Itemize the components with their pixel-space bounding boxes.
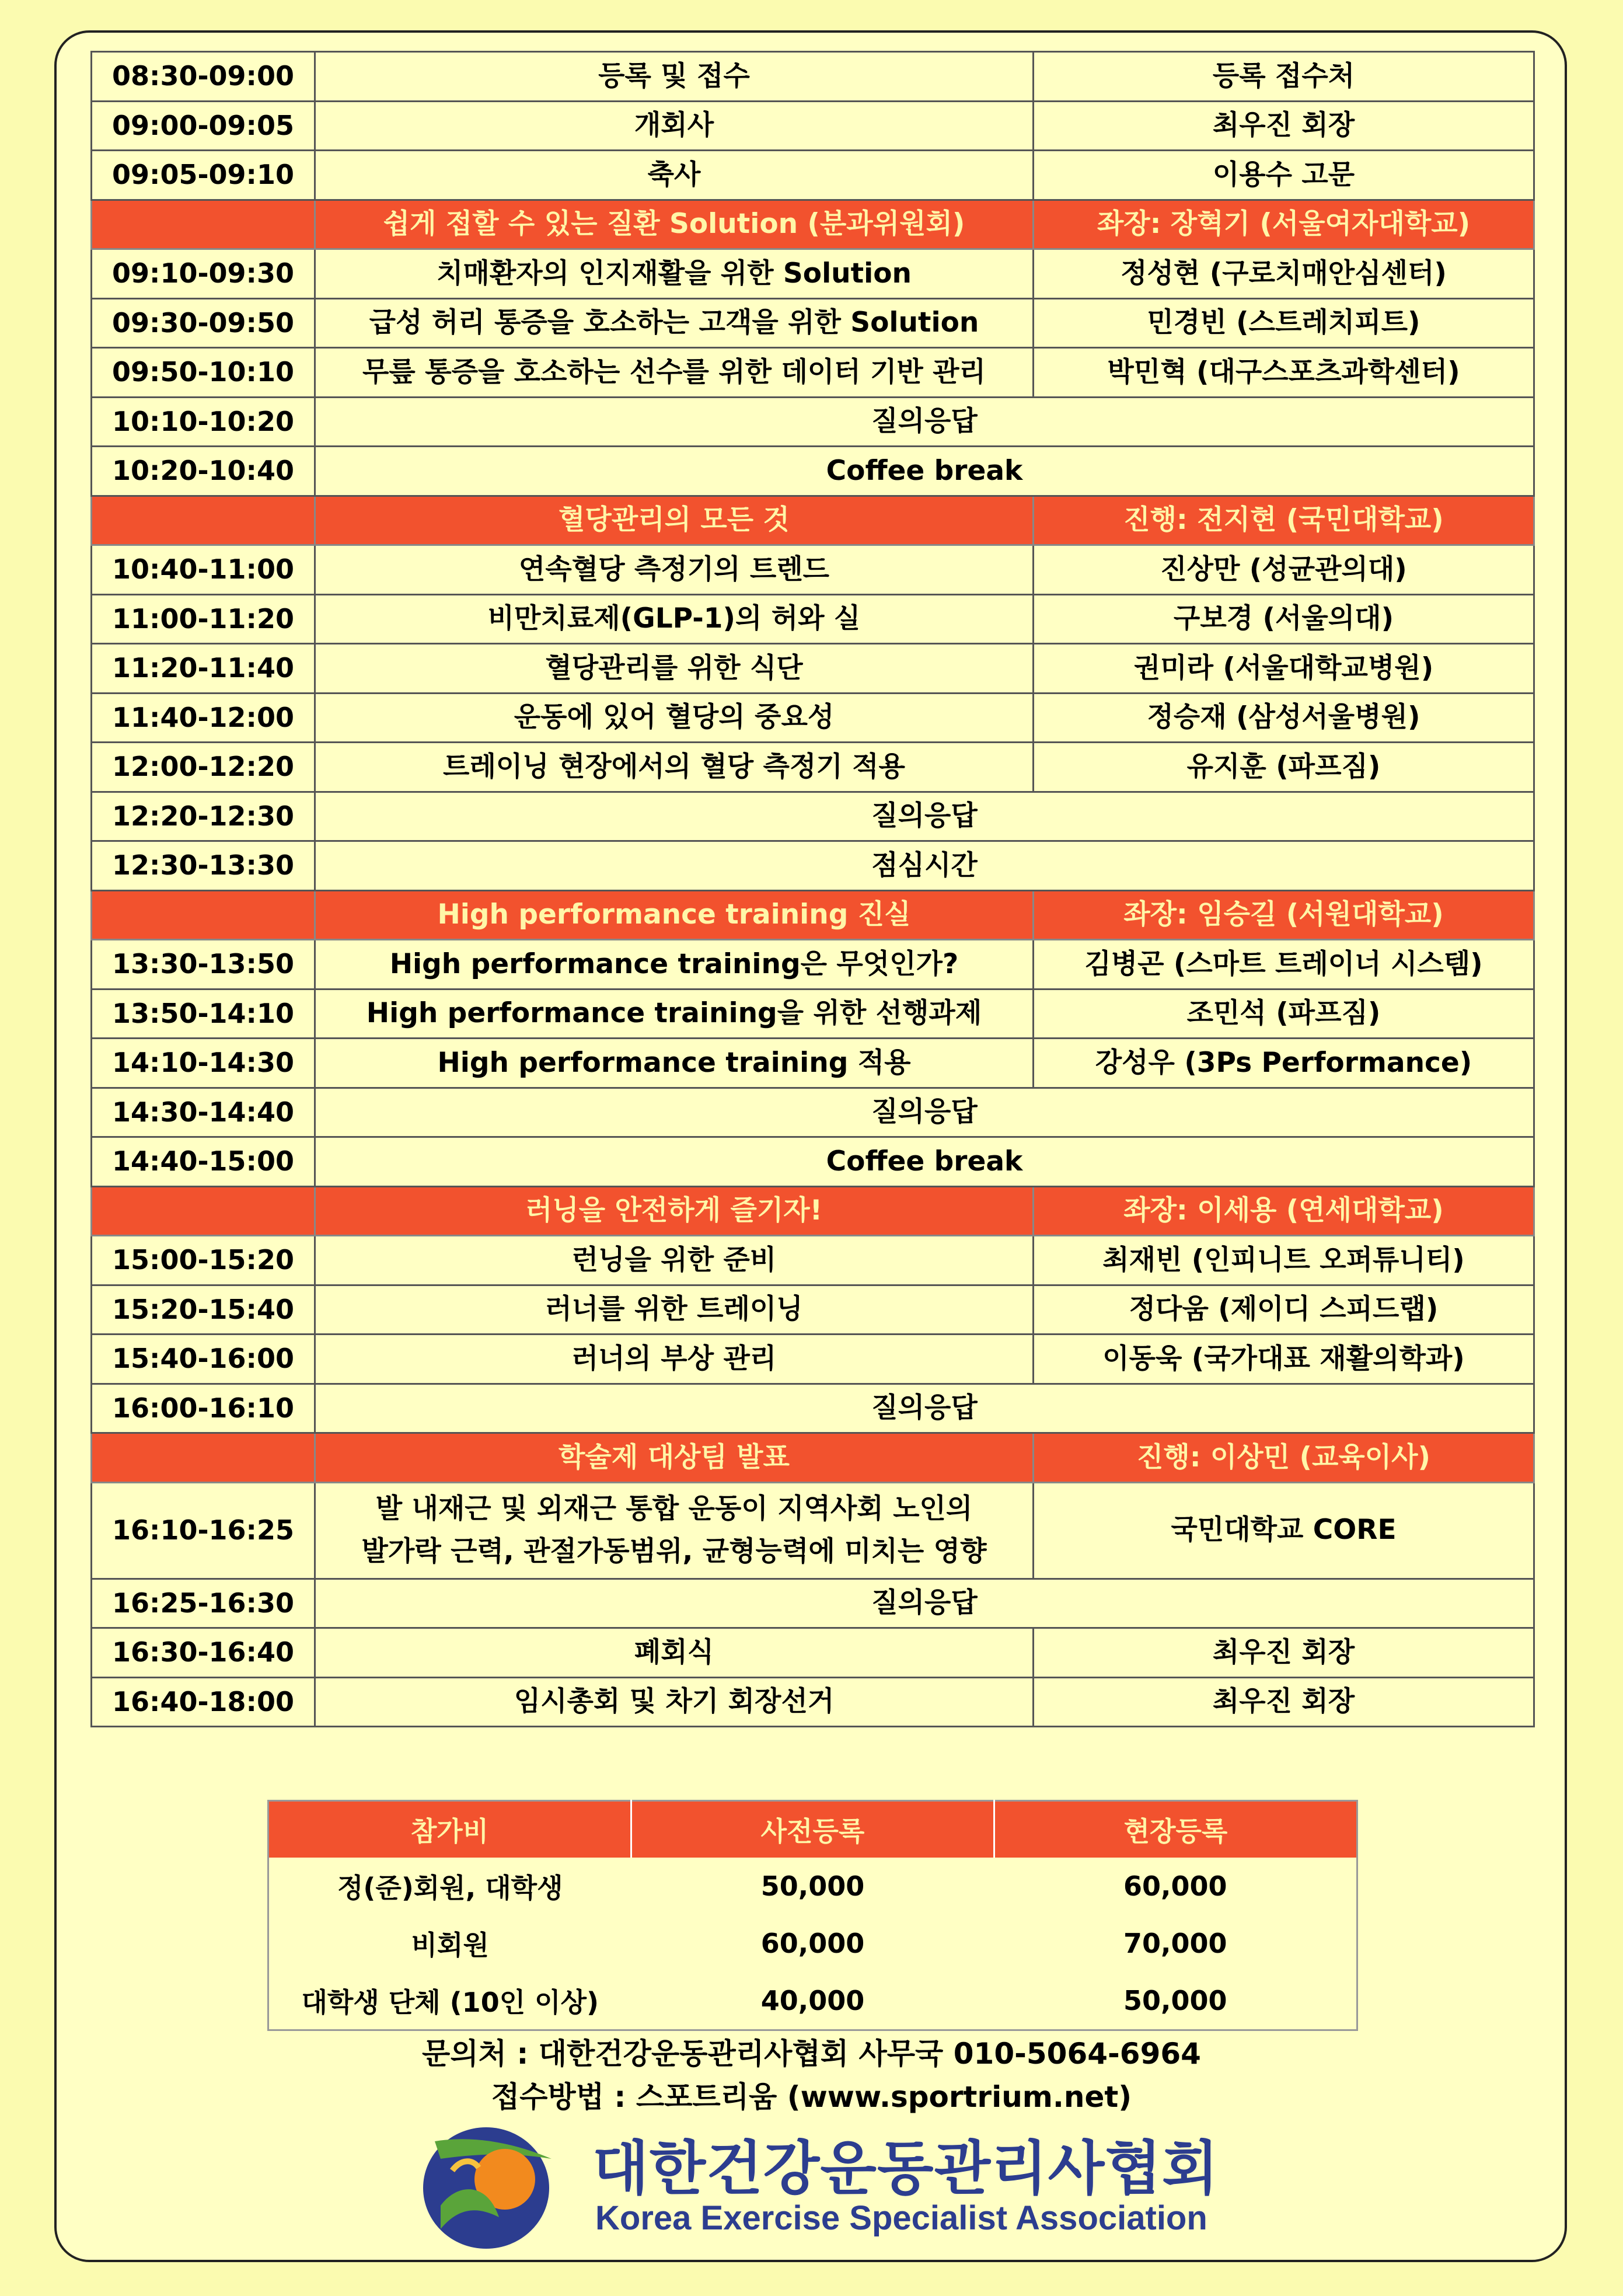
- schedule-time: 10:20-10:40: [92, 447, 315, 496]
- contact-inquiry: 문의처 : 대한건강운동관리사협회 사무국 010-5064-6964: [422, 2037, 1201, 2071]
- schedule-talk-title: 급성 허리 통증을 호소하는 고객을 위한 Solution: [315, 298, 1034, 348]
- fee-row: [268, 1915, 1357, 1972]
- schedule-talk-title: 치매환자의 인지재활을 위한 Solution: [315, 249, 1034, 299]
- schedule-row: [92, 1628, 1534, 1678]
- schedule-time: 11:00-11:20: [92, 594, 315, 644]
- logo-name-english: Korea Exercise Specialist Association: [595, 2199, 1207, 2237]
- schedule-time: 15:20-15:40: [92, 1285, 315, 1335]
- schedule-speaker: 이용수 고문: [1034, 151, 1534, 200]
- schedule-talk-title: 비만치료제(GLP-1)의 허와 실: [315, 594, 1034, 644]
- schedule-talk-title: 운동에 있어 혈당의 중요성: [315, 693, 1034, 743]
- session-time: [92, 496, 315, 545]
- schedule-row: [92, 743, 1534, 792]
- schedule-activity: 질의응답: [315, 1384, 1534, 1433]
- logo-name-korean: 대한건강운동관리사협회: [592, 2134, 1219, 2203]
- schedule-speaker: 구보경 (서울의대): [1034, 594, 1534, 644]
- contact-registration: 접수방법 : 스포트리움 (www.sportrium.net): [491, 2080, 1132, 2114]
- schedule-row: [92, 940, 1534, 990]
- schedule-row: [92, 447, 1534, 496]
- schedule-talk-title: 축사: [315, 151, 1034, 200]
- session-header-row: [92, 200, 1534, 249]
- fee-header-category: 참가비: [268, 1801, 631, 1858]
- session-title: 혈당관리의 모든 것: [315, 496, 1034, 545]
- schedule-time: 13:50-14:10: [92, 989, 315, 1039]
- schedule-talk-title: 연속혈당 측정기의 트렌드: [315, 545, 1034, 595]
- schedule-time: 12:00-12:20: [92, 743, 315, 792]
- schedule-row: [92, 52, 1534, 102]
- talk-title-line: 발 내재근 및 외재근 통합 운동이 지역사회 노인의: [375, 1492, 973, 1525]
- schedule-speaker: 유지훈 (파프짐): [1034, 743, 1534, 792]
- schedule-row: [92, 792, 1534, 841]
- schedule-row: [92, 1482, 1534, 1579]
- fee-table: [267, 1800, 1358, 2031]
- schedule-activity: 질의응답: [315, 397, 1534, 447]
- schedule-speaker: 정성현 (구로치매안심센터): [1034, 249, 1534, 299]
- schedule-talk-title: 러너를 위한 트레이닝: [315, 1285, 1034, 1335]
- schedule-talk-title: 런닝을 위한 준비: [315, 1236, 1034, 1285]
- schedule-time: 08:30-09:00: [92, 52, 315, 102]
- fee-header-onsite: 현장등록: [994, 1801, 1357, 1858]
- session-chair: 좌장: 임승길 (서원대학교): [1034, 890, 1534, 940]
- schedule-table: [90, 51, 1535, 1727]
- session-time: [92, 200, 315, 249]
- session-chair: 진행: 이상민 (교육이사): [1034, 1433, 1534, 1483]
- schedule-talk-title: 개회사: [315, 101, 1034, 151]
- schedule-speaker: 박민혁 (대구스포츠과학센터): [1034, 348, 1534, 398]
- schedule-activity: 점심시간: [315, 841, 1534, 891]
- schedule-talk-title: 트레이닝 현장에서의 혈당 측정기 적용: [315, 743, 1034, 792]
- fee-category: 대학생 단체 (10인 이상): [301, 1987, 599, 2018]
- schedule-row: [92, 298, 1534, 348]
- session-chair: 좌장: 이세용 (연세대학교): [1034, 1186, 1534, 1236]
- session-header-row: [92, 890, 1534, 940]
- session-title: 학술제 대상팀 발표: [315, 1433, 1034, 1483]
- schedule-speaker: 김병곤 (스마트 트레이너 시스템): [1034, 940, 1534, 990]
- schedule-speaker: 최우진 회장: [1034, 1628, 1534, 1678]
- schedule-time: 16:40-18:00: [92, 1677, 315, 1727]
- fee-onsite: 70,000: [1123, 1928, 1227, 1959]
- schedule-time: 15:00-15:20: [92, 1236, 315, 1285]
- schedule-time: 11:40-12:00: [92, 693, 315, 743]
- session-title: High performance training 진실: [315, 890, 1034, 940]
- schedule-time: 09:30-09:50: [92, 298, 315, 348]
- schedule-activity: Coffee break: [315, 1137, 1534, 1187]
- schedule-time: 16:10-16:25: [92, 1482, 315, 1579]
- session-header-row: [92, 1433, 1534, 1483]
- schedule-speaker: 이동욱 (국가대표 재활의학과): [1034, 1335, 1534, 1384]
- fee-preregistration: 60,000: [760, 1928, 865, 1959]
- schedule-time: 13:30-13:50: [92, 940, 315, 990]
- schedule-talk-title: High performance training을 위한 선행과제: [315, 989, 1034, 1039]
- session-time: [92, 1433, 315, 1483]
- fee-category: 비회원: [411, 1929, 489, 1961]
- schedule-time: 12:20-12:30: [92, 792, 315, 841]
- schedule-talk-title: 러너의 부상 관리: [315, 1335, 1034, 1384]
- schedule-speaker: 등록 접수처: [1034, 52, 1534, 102]
- schedule-activity: 질의응답: [315, 1579, 1534, 1628]
- schedule-activity: Coffee break: [315, 447, 1534, 496]
- schedule-time: 16:30-16:40: [92, 1628, 315, 1678]
- schedule-talk-title: High performance training 적용: [315, 1039, 1034, 1088]
- schedule-time: 09:50-10:10: [92, 348, 315, 398]
- session-chair: 좌장: 장혁기 (서울여자대학교): [1034, 200, 1534, 249]
- fee-category: 정(준)회원, 대학생: [337, 1872, 563, 1904]
- schedule-row: [92, 1137, 1534, 1187]
- fee-onsite: 60,000: [1123, 1870, 1227, 1902]
- schedule-speaker: 정다움 (제이디 스피드랩): [1034, 1285, 1534, 1335]
- schedule-time: 16:00-16:10: [92, 1384, 315, 1433]
- schedule-time: 10:10-10:20: [92, 397, 315, 447]
- schedule-activity: 질의응답: [315, 792, 1534, 841]
- schedule-row: [92, 1579, 1534, 1628]
- session-title: 쉽게 접할 수 있는 질환 Solution (분과위원회): [315, 200, 1034, 249]
- schedule-row: [92, 397, 1534, 447]
- schedule-speaker: 진상만 (성균관의대): [1034, 545, 1534, 595]
- fee-preregistration: 40,000: [760, 1985, 865, 2016]
- fee-row: [268, 1858, 1357, 1915]
- schedule-time: 14:40-15:00: [92, 1137, 315, 1187]
- session-header-row: [92, 496, 1534, 545]
- schedule-time: 09:00-09:05: [92, 101, 315, 151]
- schedule-talk-title: [315, 1482, 1034, 1579]
- schedule-speaker: 권미라 (서울대학교병원): [1034, 644, 1534, 694]
- session-time: [92, 1186, 315, 1236]
- schedule-speaker: 최재빈 (인피니트 오퍼튜니티): [1034, 1236, 1534, 1285]
- schedule-time: 09:10-09:30: [92, 249, 315, 299]
- session-chair: 진행: 전지현 (국민대학교): [1034, 496, 1534, 545]
- schedule-row: [92, 545, 1534, 595]
- schedule-row: [92, 1088, 1534, 1137]
- fee-preregistration: 50,000: [760, 1870, 865, 1902]
- schedule-row: [92, 841, 1534, 891]
- schedule-speaker: 강성우 (3Ps Performance): [1034, 1039, 1534, 1088]
- schedule-row: [92, 1039, 1534, 1088]
- schedule-time: 12:30-13:30: [92, 841, 315, 891]
- schedule-row: [92, 249, 1534, 299]
- schedule-row: [92, 693, 1534, 743]
- session-time: [92, 890, 315, 940]
- schedule-talk-title: 등록 및 접수: [315, 52, 1034, 102]
- schedule-talk-title: 폐회식: [315, 1628, 1034, 1678]
- fee-header-preregistration: 사전등록: [631, 1801, 994, 1858]
- schedule-row: [92, 348, 1534, 398]
- schedule-row: [92, 1335, 1534, 1384]
- schedule-row: [92, 644, 1534, 694]
- schedule-row: [92, 1285, 1534, 1335]
- schedule-time: 09:05-09:10: [92, 151, 315, 200]
- fee-header-row: [268, 1801, 1357, 1858]
- talk-title-line: 발가락 근력, 관절가동범위, 균형능력에 미치는 영향: [361, 1535, 987, 1567]
- schedule-talk-title: High performance training은 무엇인가?: [315, 940, 1034, 990]
- schedule-talk-title: 임시총회 및 차기 회장선거: [315, 1677, 1034, 1727]
- schedule-row: [92, 1384, 1534, 1433]
- session-header-row: [92, 1186, 1534, 1236]
- schedule-activity: 질의응답: [315, 1088, 1534, 1137]
- fee-onsite: 50,000: [1123, 1985, 1227, 2016]
- logo-emblem-icon: [417, 2118, 563, 2251]
- schedule-time: 14:10-14:30: [92, 1039, 315, 1088]
- schedule-time: 10:40-11:00: [92, 545, 315, 595]
- schedule-speaker: 민경빈 (스트레치피트): [1034, 298, 1534, 348]
- schedule-row: [92, 989, 1534, 1039]
- schedule-speaker: 최우진 회장: [1034, 101, 1534, 151]
- schedule-talk-title: 혈당관리를 위한 식단: [315, 644, 1034, 694]
- schedule-time: 11:20-11:40: [92, 644, 315, 694]
- schedule-row: [92, 594, 1534, 644]
- association-logo: [417, 2118, 1219, 2251]
- schedule-speaker: 최우진 회장: [1034, 1677, 1534, 1727]
- schedule-speaker: 정승재 (삼성서울병원): [1034, 693, 1534, 743]
- schedule-time: 14:30-14:40: [92, 1088, 315, 1137]
- schedule-time: 16:25-16:30: [92, 1579, 315, 1628]
- session-title: 러닝을 안전하게 즐기자!: [315, 1186, 1034, 1236]
- schedule-row: [92, 1236, 1534, 1285]
- schedule-speaker: 국민대학교 CORE: [1034, 1482, 1534, 1579]
- schedule-row: [92, 101, 1534, 151]
- schedule-talk-title: 무릎 통증을 호소하는 선수를 위한 데이터 기반 관리: [315, 348, 1034, 398]
- schedule-row: [92, 1677, 1534, 1727]
- fee-row: [268, 1972, 1357, 2030]
- schedule-speaker: 조민석 (파프짐): [1034, 989, 1534, 1039]
- schedule-row: [92, 151, 1534, 200]
- schedule-time: 15:40-16:00: [92, 1335, 315, 1384]
